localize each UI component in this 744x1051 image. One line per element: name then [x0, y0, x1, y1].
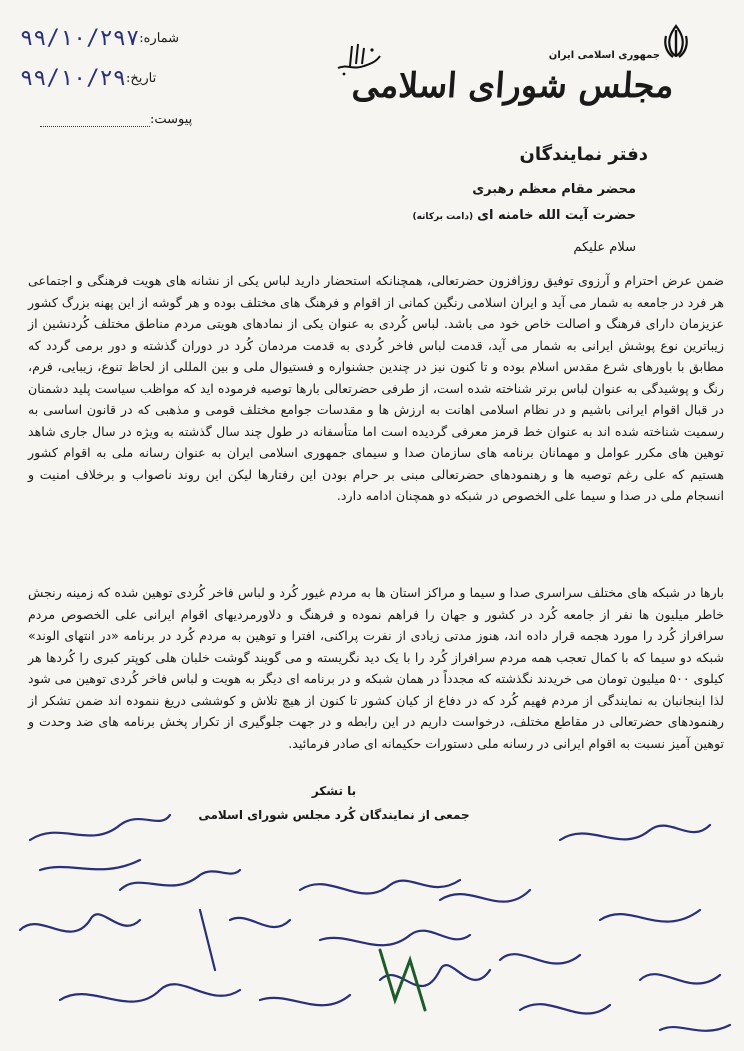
- ref-date-value: ۹۹/۱۰/۲۹: [20, 66, 126, 91]
- basmala-calligraphy-icon: [334, 38, 384, 78]
- iran-emblem-icon: [660, 22, 692, 62]
- signers-line: جمعی از نمایندگان کُرد مجلس شورای اسلامی: [198, 808, 470, 822]
- greeting: سلام علیکم: [573, 240, 636, 255]
- ref-attachment: [40, 112, 192, 127]
- body-paragraph-2: بارها در شبکه های مختلف سراسری صدا و سیما و مراکز استان ها به مردم غیور کُرد و لباس فاخر کُردی توهین شده که زمینه رنجش خاطر میلیون ها نفر از جامعه کُرد در کشور و جهان را فراهم نموده و فرهنگ و دلاورمردیهای اقوام ایرانی علی الخصوص مردم سرافراز کُرد را مورد هجمه قرار داده اند، هنوز مدتی زیادی از نفرت پراکنی، افترا و توهین به مردم کُرد در برنامه «در انتهای الوند» شبکه دو سیما که با کمال تعجب همه مردم سرافراز کُرد را با یک دید نگریسته و می گویند گوشت خلبان هلی کوپتر کبری را کُردها هر کیلوی ۵۰۰ میلیون تومان می خریدند نگذشته که مجدداً در همان شبکه و در برنامه ای دیگر به هویت و لباس فاخر کُردی توهین می شود لذا اینجانبان به نمایندگی از مردم فهیم کُرد که در دفاع از کیان کشور تا کنون از هیچ تلاش و کوششی دریغ ننموده اند ضمن تشکر از رهنمودهای حضرتعالی در مقاطع مختلف، درخواست داریم در این رابطه و در جهت جلوگیری از تکرار پخش برنامه های ضد وحدت و توهین آمیز نسبت به اقوام ایرانی در رسانه ملی دستورات حکیمانه ای صادر فرمائید.: [28, 585, 724, 751]
- office-name: دفتر نمایندگان: [519, 144, 648, 165]
- ref-date: [14, 66, 156, 91]
- body-paragraph-1: ضمن عرض احترام و آرزوی توفیق روزافزون حضرتعالی، همچنانکه استحضار دارید لباس یکی از نشانه های هویت فرهنگی و اجتماعی هر فرد در جامعه به شمار می آید و ایران اسلامی رنگین کمانی از اقوام و فرهنگ های مختلف بوده و هر گوشه از این پهنه بزرگ کشور عزیزمان دارای فرهنگ و اصالت خاص خود می باشد. لباس کُردی به عنوان یکی از نمادهای هویتی مردم مناطق مختلف کُردنشین از زیباترین نوع پوشش ایرانی به شمار می آید، قدمت لباس فاخر کُردی به قدمت مردمان کُرد در دوران گذشته و دور برمی گردد که مطابق با باورهای شرع مقدس اسلام بوده و تا کنون نیز در چندین جشنواره و فستیوال ملی و بین المللی از لحاظ تنوع، زیبایی، فرم، رنگ و پوشیدگی به عنوان لباس برتر شناخته شده است، از طرفی حضرتعالی بارها توصیه فرموده اید که مواظب سیاست پلید دشمنان در قبال اقوام ایرانی باشیم و در نظام اسلامی اهانت به ارزش ها و مقدسات جوامع مختلف قومی و مذهبی که در قانون اساسی به رسمیت شناخته شده اند به عنوان خط قرمز معرفی گردیده است اما متأسفانه در طول چند سال گذشته به ویژه در سال جاری شاهد توهین های مکرر عوامل و مهمانان برنامه های سازمان صدا و سیمای جمهوری اسلامی ایران به عنوان رسانه ملی به اقوام کشور هستیم که علی رغم توصیه ها و رهنمودهای حضرتعالی مبنی بر حرام بودن این رفتارها لیکن این روند ناصواب و برخلاف امنیت و انسجام ملی در صدا و سیما علی الخصوص در شبکه دو همچنان ادامه دارد.: [28, 273, 724, 503]
- addressee-title: محضر مقام معظم رهبری: [472, 182, 636, 197]
- ref-date-label: تاریخ:: [125, 71, 157, 86]
- ref-attachment-blank: [40, 112, 150, 127]
- ref-number: [14, 26, 179, 51]
- parliament-logotype: مجلس شورای اسلامی: [350, 66, 676, 106]
- addressee-name-text: حضرت آیت الله خامنه ای: [477, 208, 636, 223]
- republic-line: جمهوری اسلامی ایران: [548, 50, 660, 61]
- ref-number-label: شماره:: [139, 31, 180, 46]
- closing-thanks: با تشکر: [311, 784, 357, 798]
- ref-number-value: ۹۹/۱۰/۲۹۷: [20, 26, 140, 51]
- handwritten-signatures: [0, 770, 744, 1051]
- addressee-name: [412, 208, 636, 223]
- ref-attachment-label: پیوست:: [150, 112, 193, 127]
- addressee-honorific: (دامت برکاته): [412, 212, 474, 222]
